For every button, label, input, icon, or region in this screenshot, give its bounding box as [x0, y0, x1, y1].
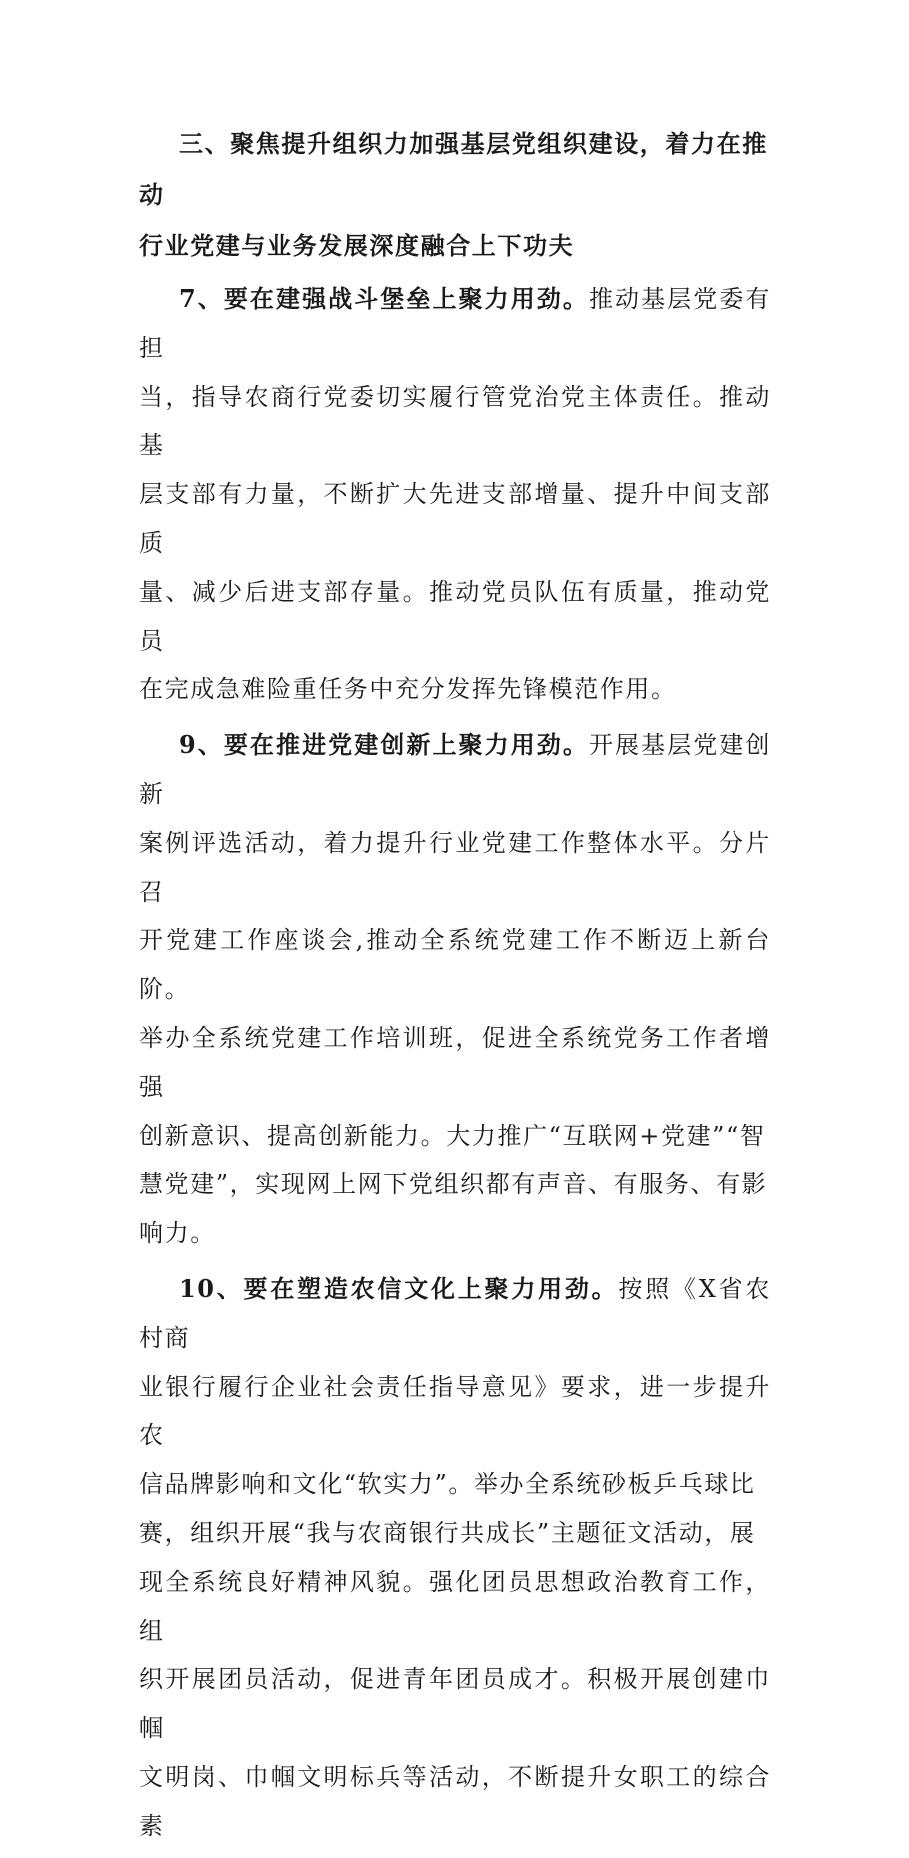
document-page — [139, 118, 771, 1858]
paragraph-10-body: 按照《X省农村商 业银行履行企业社会责任指导意见》要求，进一步提升农 信品牌影响和文化“软实力”。举办全系统砂板乒乓球比 赛，组织开展“我与农商银行共成长”主题征文活动，展 现全系统良好精神风貌。强化团员思想政治教育工作，组 织开展团员活动，促进青年团员成才。积极开展创建巾帼 文明岗、巾帼文明标兵等活动，不断提升女职工的综合素 — [139, 1274, 771, 1840]
paragraph-9-body: 开展基层党建创新 案例评选活动，着力提升行业党建工作整体水平。分片召 开党建工作座谈会,推动全系统党建工作不断迈上新台阶。 举办全系统党建工作培训班，促进全系统党务工作者增强 创新意识、提高创新能力。大力推广“互联网+党建”“智 慧党建”，实现网上网下党组织都有声音、有服务、有影 响力。 — [139, 731, 771, 1248]
paragraph-7-lead: 7、要在建强战斗堡垒上聚力用劲。 — [179, 284, 589, 313]
paragraph-9 — [139, 721, 771, 1258]
section-heading: 三、聚焦提升组织力加强基层党组织建设，着力在推动 行业党建与业务发展深度融合上下功夫 — [139, 129, 768, 260]
paragraph-7 — [139, 275, 771, 714]
paragraph-7-body: 推动基层党委有担 当，指导农商行党委切实履行管党治党主体责任。推动基 层支部有力量，不断扩大先进支部增量、提升中间支部质 量、减少后进支部存量。推动党员队伍有质量，推动党员 在完成急难险重任务中充分发挥先锋模范作用。 — [139, 285, 771, 704]
paragraph-9-lead: 9、要在推进党建创新上聚力用劲。 — [179, 730, 589, 760]
paragraph-10 — [139, 1265, 771, 1851]
paragraph-10-lead: 10、要在塑造农信文化上聚力用劲。 — [179, 1273, 619, 1303]
